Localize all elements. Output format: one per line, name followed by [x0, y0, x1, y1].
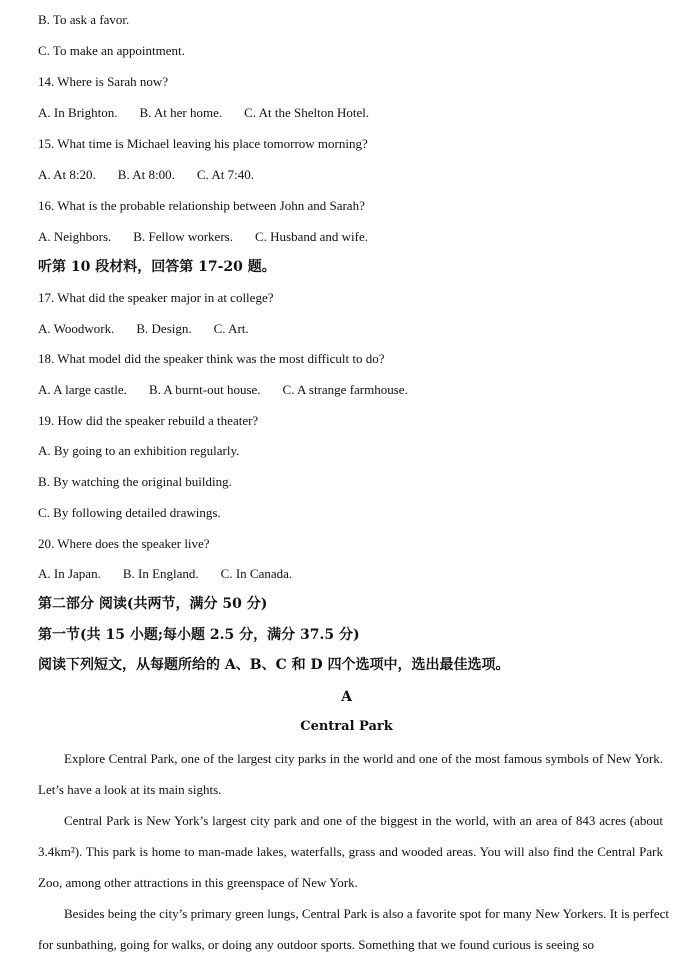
q20-option-c: C. In Canada. — [220, 566, 293, 581]
q14-options — [38, 104, 665, 122]
q16-option-c: C. Husband and wife. — [254, 229, 368, 244]
q14-question: 14. Where is Sarah now? — [38, 74, 169, 89]
q16-question: 16. What is the probable relationship between John and Sarah? — [38, 198, 365, 213]
q19-option-a: A. By going to an exhibition regularly. — [38, 443, 240, 458]
q15-options — [38, 166, 665, 184]
q17-option-c: C. Art. — [213, 321, 249, 336]
q18-option-b: B. A burnt-out house. — [148, 382, 261, 397]
q18-options — [38, 381, 665, 399]
q20-option-a: A. In Japan. — [38, 566, 101, 581]
q13-option-c: C. To make an appointment. — [38, 43, 185, 58]
q15-option-a: A. At 8:20. — [38, 167, 96, 182]
q14-option-b: B. At her home. — [139, 105, 223, 120]
q18-question: 18. What model did the speaker think was the most difficult to do? — [38, 351, 385, 366]
q18-option-c: C. A strange farmhouse. — [282, 382, 408, 397]
q19-question: 19. How did the speaker rebuild a theater? — [38, 413, 259, 428]
q16-options — [38, 228, 665, 246]
q19-option-b: B. By watching the original building. — [38, 474, 232, 489]
q15-question: 15. What time is Michael leaving his place tomorrow morning? — [38, 136, 368, 151]
q13-option-b: B. To ask a favor. — [38, 12, 130, 27]
q20-question: 20. Where does the speaker live? — [38, 536, 210, 551]
q16-option-b: B. Fellow workers. — [133, 229, 233, 244]
q17-options — [38, 320, 665, 338]
q20-options — [38, 565, 665, 583]
section1-heading: 第一节(共 15 小题;每小题 2.5 分，满分 37.5 分) — [38, 627, 360, 643]
q17-option-a: A. Woodwork. — [38, 321, 115, 336]
q18-option-a: A. A large castle. — [38, 382, 127, 397]
q20-option-b: B. In England. — [122, 566, 199, 581]
paragraph-2: Central Park is New York’s largest city park and one of the biggest in the world, with an area of 843 acres (about 3.4km²). This park is home to man-made lakes, waterfalls, grass and wooded areas. You will also find the Central Park Zoo, among other attractions in this greenspace of New York. — [38, 813, 663, 890]
q15-option-c: C. At 7:40. — [196, 167, 254, 182]
section10-heading: 听第 10 段材料，回答第 17-20 题。 — [38, 259, 276, 275]
q16-option-a: A. Neighbors. — [38, 229, 112, 244]
q17-question: 17. What did the speaker major in at college? — [38, 290, 274, 305]
q14-option-a: A. In Brighton. — [38, 105, 118, 120]
passage-letter: A — [341, 689, 352, 705]
q15-option-b: B. At 8:00. — [117, 167, 175, 182]
paragraph-3: Besides being the city’s primary green lungs, Central Park is also a favorite spot for many New Yorkers. It is perfect for sunbathing, going for walks, or doing any outdoor sports. Something that we found curious is seeing so — [38, 906, 669, 952]
part2-heading: 第二部分 阅读(共两节，满分 50 分) — [38, 596, 268, 612]
paragraph-1: Explore Central Park, one of the largest city parks in the world and one of the most famous symbols of New York. Let’s have a look at its main sights. — [38, 751, 663, 797]
q17-option-b: B. Design. — [136, 321, 192, 336]
instructions: 阅读下列短文，从每题所给的 A、B、C 和 D 四个选项中，选出最佳选项。 — [38, 657, 510, 673]
passage-title: Central Park — [300, 719, 393, 734]
q19-option-c: C. By following detailed drawings. — [38, 505, 221, 520]
q14-option-c: C. At the Shelton Hotel. — [244, 105, 370, 120]
